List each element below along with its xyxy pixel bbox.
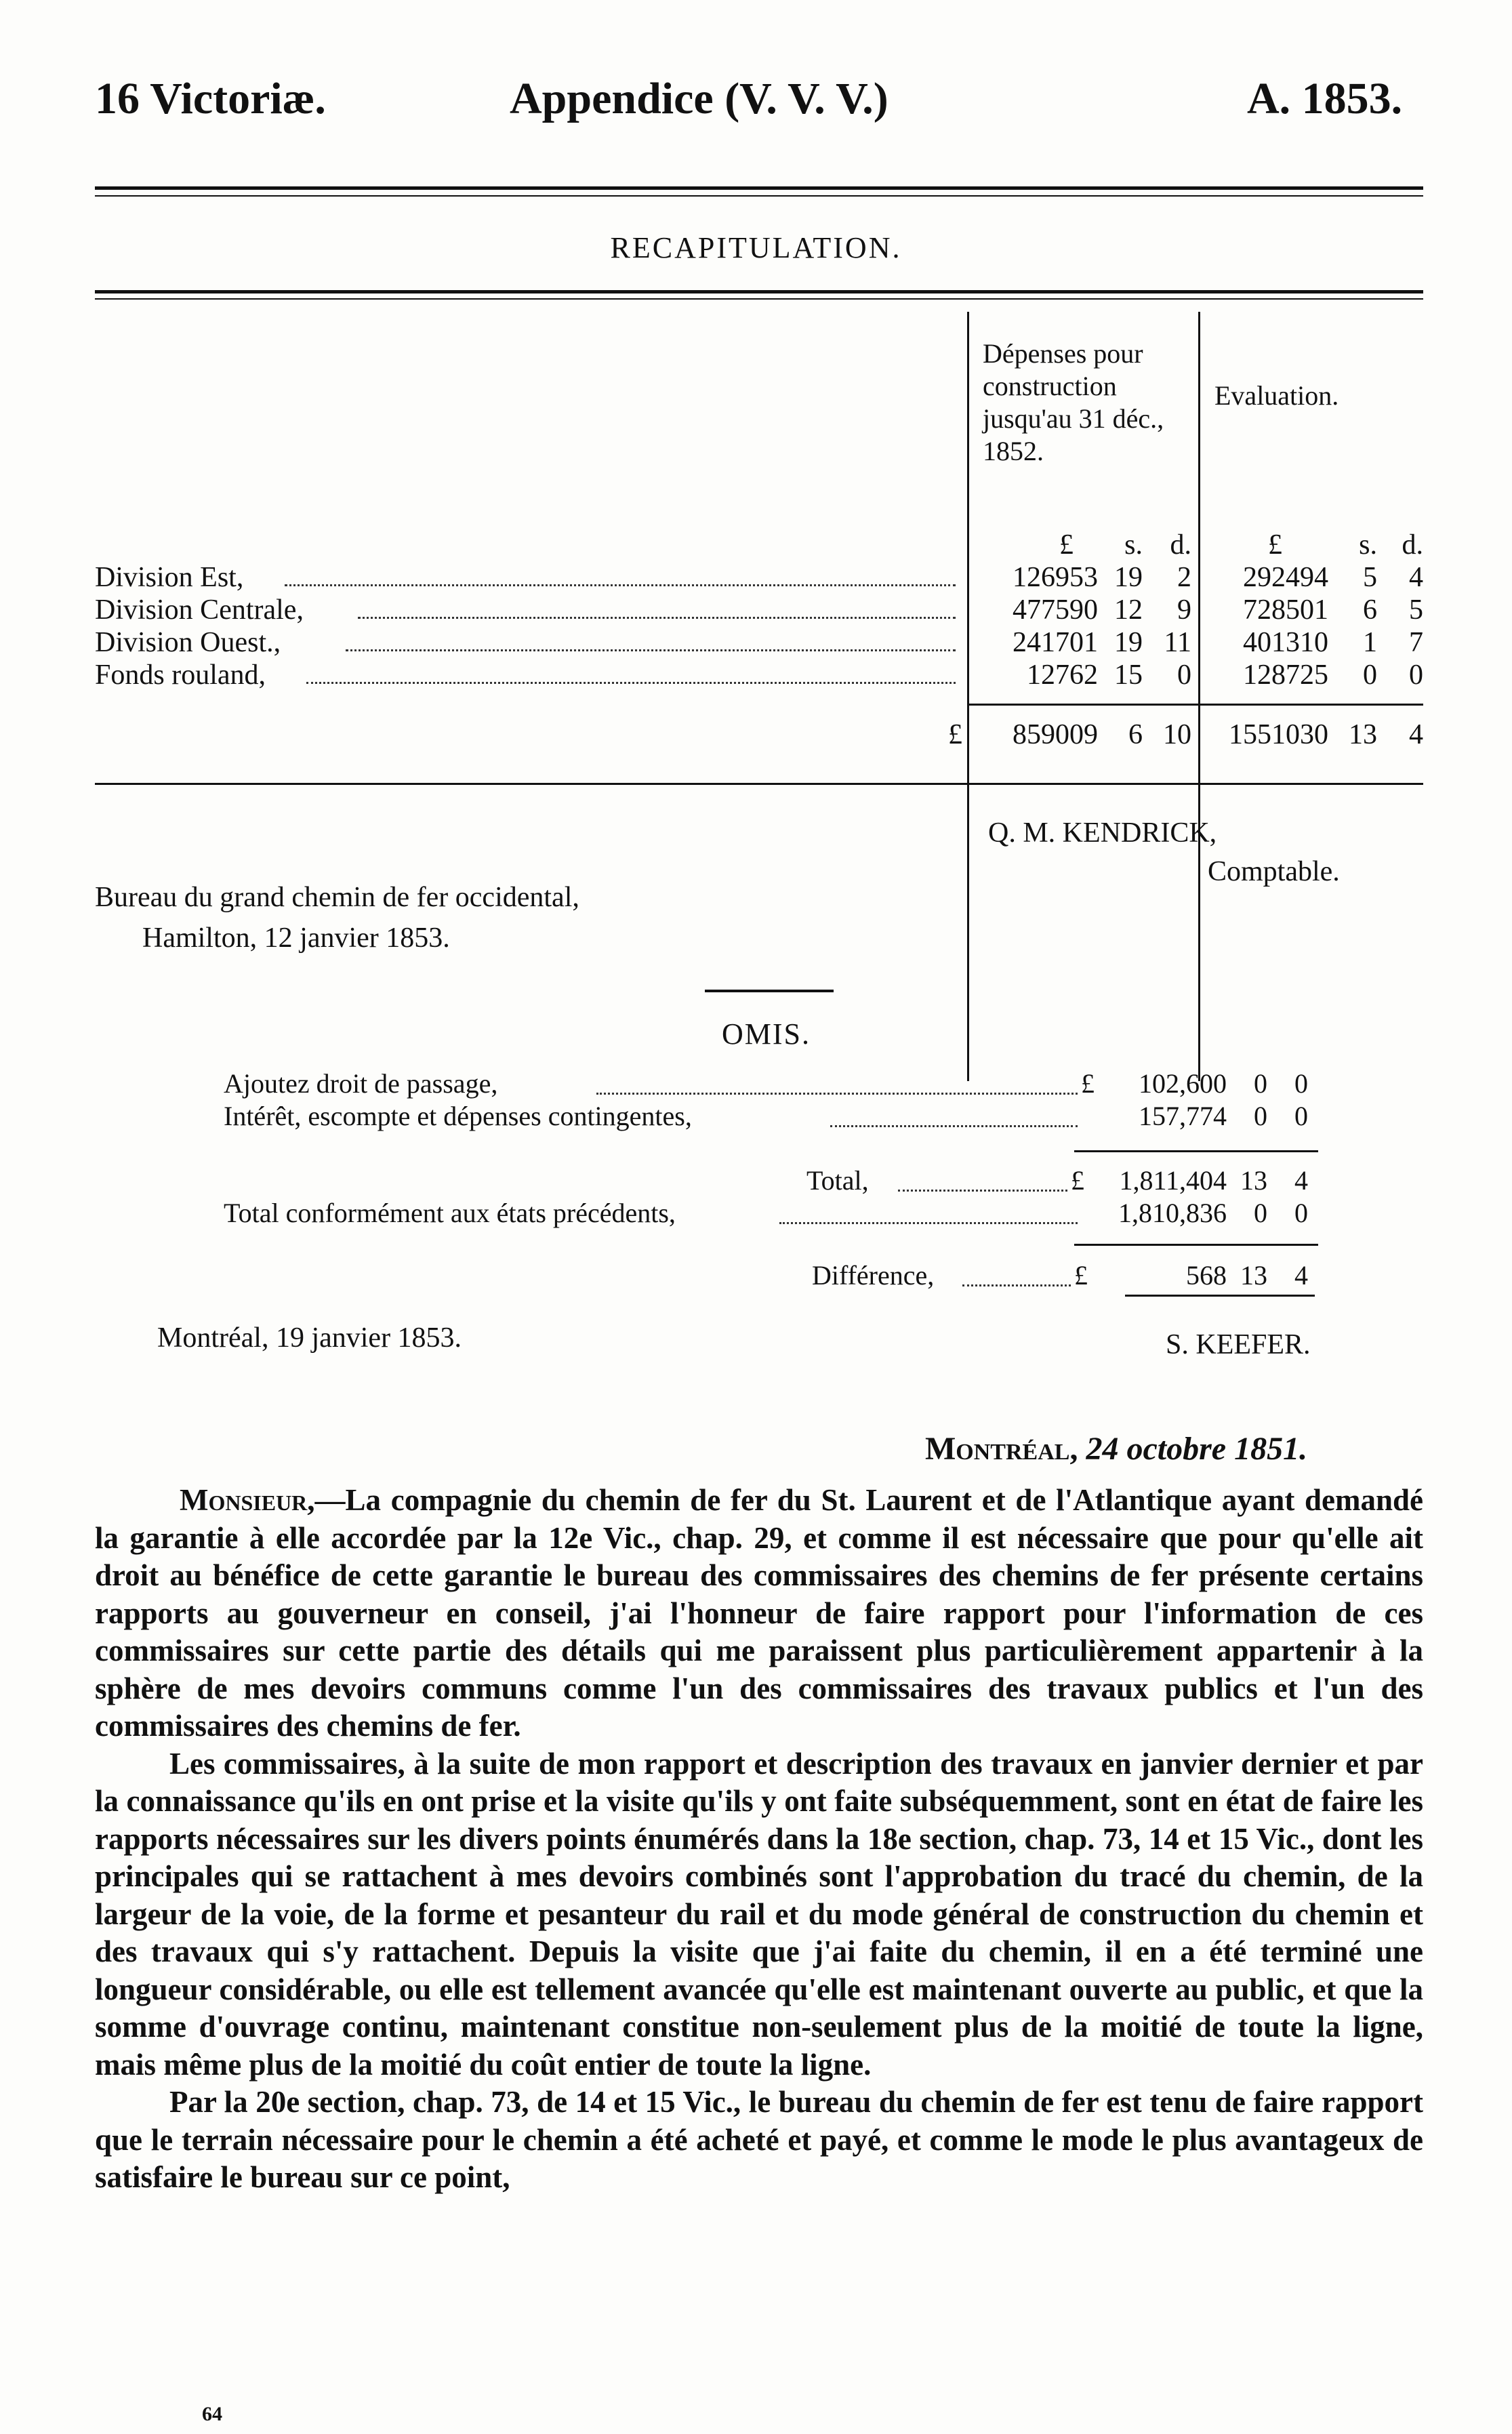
cell-pence: 4 (1409, 562, 1423, 593)
cell-shillings: 0 (1363, 660, 1377, 691)
signature-mark: 64 (202, 2403, 222, 2425)
salutation: Monsieur, (180, 1483, 315, 1517)
omis-diff-underline (1125, 1295, 1315, 1297)
cell-shillings: 19 (1114, 562, 1143, 593)
recap-top-rule (95, 290, 1423, 293)
cell-pence: 11 (1164, 627, 1191, 658)
omis-line-1-sym: £ (1081, 1068, 1095, 1099)
header-rule-thin (95, 195, 1423, 197)
letter-paragraph-3: Par la 20e section, chap. 73, de 14 et 15 Vic., le bureau du chemin de fer est tenu de faire rapport que le terrain nécessaire pour le chemin a été acheté et payé, et comme le mode le plus avantageux de satisfaire le bureau sur ce point, (95, 2085, 1423, 2194)
cell-shillings: 1 (1363, 627, 1377, 658)
leader-dots (285, 584, 956, 586)
cell-shillings: 15 (1114, 660, 1143, 691)
cell-pence: 5 (1409, 594, 1423, 626)
cell-shillings: 12 (1114, 594, 1143, 626)
total-pound-sign: £ (948, 719, 962, 750)
recap-row (95, 594, 1423, 626)
recap-col1-head: Dépenses pour construction jusqu'au 31 déc., 1852. (983, 338, 1164, 466)
recap-row-label: Division Centrale, (95, 594, 304, 626)
omis-line-1-label: Ajoutez droit de passage, (224, 1068, 498, 1099)
letter-paragraph-2: Les commissaires, à la suite de mon rapport et description des travaux en janvier dernier et par la connaissance qu'ils en ont prise et la visite qu'ils y ont faite subséquemment, sont en état de faire les rapports nécessaires sur les divers points énumérés dans la 18e section, chap. 73, 14 et 15 Vic., dont les principales qui se rattachent à mes devoirs combinés sont l'approbation du tracé du chemin, de la largeur de la voie, de la forme et pesanteur du rail et du mode général de construction du chemin et des travaux qui s'y rattachent. Depuis la visite que j'ai faite du chemin, il en a été terminé une longueur considérable, ou elle est tellement avancée qu'elle est maintenant ouverte au public, et que la somme d'ouvrage continu, maintenant constitue non-seulement plus de la moitié de toute la ligne, mais même plus de la moitié du coût entier de toute la ligne. (95, 1746, 1423, 2082)
omis-total-amount: 1,811,404 (1119, 1165, 1227, 1196)
omis-sum-rule (1074, 1150, 1318, 1152)
cell-pounds: 128725 (1243, 660, 1328, 691)
leader-dots (306, 682, 956, 684)
omis-line-2-label: Intérêt, escompte et dépenses contingentes, (224, 1101, 692, 1131)
section-divider (705, 990, 834, 992)
recap-row (95, 626, 1423, 659)
cell-shillings: 6 (1363, 594, 1377, 626)
cell-pounds: 126953 (1013, 562, 1098, 593)
recap-row (95, 659, 1423, 691)
total-pounds: 859009 (1013, 719, 1098, 750)
omis-total-d: 4 (1294, 1165, 1308, 1196)
omis-line-2-amount: 157,774 (1139, 1101, 1227, 1131)
unit-shilling-2: s. (1359, 529, 1377, 561)
leader-dots (962, 1284, 1071, 1286)
cell-pounds: 401310 (1243, 627, 1328, 658)
recap-row-label: Division Ouest., (95, 627, 281, 658)
omis-prev-s: 0 (1254, 1198, 1267, 1228)
omis-total-s: 13 (1240, 1165, 1267, 1196)
omis-prev-label: Total conformément aux états précédents, (224, 1198, 676, 1228)
cell-pounds: 12762 (1027, 660, 1098, 691)
omis-diff-label: Différence, (812, 1260, 935, 1291)
omis-title: OMIS. (722, 1017, 811, 1051)
recap-row (95, 561, 1423, 594)
recap-units-row (95, 529, 1423, 561)
omis-prev-d: 0 (1294, 1198, 1308, 1228)
header-right: A. 1853. (1247, 74, 1403, 123)
place-line-2: Hamilton, 12 janvier 1853. (142, 922, 450, 954)
omis-diff-s: 13 (1240, 1260, 1267, 1291)
letter-paragraph-1 (95, 1482, 1423, 1745)
omis-total-sym: £ (1071, 1165, 1084, 1196)
recap-row-label: Division Est, (95, 562, 244, 593)
total-pounds: 1551030 (1229, 719, 1328, 750)
unit-pence-2: d. (1402, 529, 1423, 561)
total-pence: 10 (1163, 719, 1191, 750)
dateline-date: 24 octobre 1851. (1086, 1431, 1308, 1467)
recap-top-rule-thin (95, 298, 1423, 300)
recap-col2-head: Evaluation. (1214, 380, 1339, 411)
signer-kendrick: Q. M. KENDRICK, (988, 817, 1217, 849)
dateline-city: Montréal, (925, 1431, 1078, 1467)
paragraph-1-text: —La compagnie du chemin de fer du St. Laurent et de l'Atlantique ayant demandé la garantie à elle accordée par la 12e Vic., chap. 29, et comme il est nécessaire que pour qu'elle ait droit au bénéfice de cette garantie le bureau des commissaires des chemins de fer présente certains rapports au gouverneur en conseil, j'ai l'honneur de faire rapport pour l'information de ces commissaires sur cette partie des détails qui me paraissent plus particulièrement appartenir à la sphère de mes devoirs communs comme l'un des commissaires des travaux publics et l'un des commissaires des chemins de fer. (95, 1483, 1423, 1743)
cell-pence: 2 (1177, 562, 1191, 593)
omis-diff-amount: 568 (1186, 1260, 1227, 1291)
omis-diff-sym: £ (1074, 1260, 1088, 1291)
letter-dateline (925, 1430, 1307, 1467)
omis-line-1-amount: 102,600 (1139, 1068, 1227, 1099)
unit-pound-2: £ (1268, 529, 1282, 561)
recap-row-label: Fonds rouland, (95, 660, 266, 691)
unit-pound-1: £ (1059, 529, 1074, 561)
signer-kendrick-title: Comptable. (1208, 856, 1340, 887)
leader-dots (358, 617, 956, 619)
omis-diff-d: 4 (1294, 1260, 1308, 1291)
signer-keefer: S. KEEFER. (1166, 1329, 1311, 1360)
recap-total-row (95, 718, 1423, 751)
leader-dots (346, 649, 956, 651)
header-center: Appendice (V. V. V.) (510, 74, 888, 123)
recap-sum-rule (969, 704, 1423, 706)
omis-line-2-s: 0 (1254, 1101, 1267, 1131)
letter-body (95, 1482, 1423, 2197)
omis-line-1-d: 0 (1294, 1068, 1308, 1099)
omis-line-2-d: 0 (1294, 1101, 1308, 1131)
omis-place: Montréal, 19 janvier 1853. (157, 1322, 462, 1354)
unit-pence-1: d. (1170, 529, 1191, 561)
omis-line-1-s: 0 (1254, 1068, 1267, 1099)
header-rule-thick (95, 186, 1423, 190)
cell-pence: 7 (1409, 627, 1423, 658)
leader-dots (898, 1190, 1067, 1192)
recap-title: RECAPITULATION. (610, 231, 902, 264)
header-left: 16 Victoriæ. (95, 74, 326, 123)
cell-shillings: 19 (1114, 627, 1143, 658)
recap-bottom-rule (95, 783, 1423, 785)
leader-dots (779, 1222, 1078, 1224)
total-shillings: 6 (1128, 719, 1143, 750)
cell-pence: 0 (1409, 660, 1423, 691)
omis-prev-amount: 1,810,836 (1118, 1198, 1227, 1228)
cell-pence: 0 (1177, 660, 1191, 691)
cell-pounds: 477590 (1013, 594, 1098, 626)
leader-dots (830, 1125, 1078, 1127)
cell-pounds: 241701 (1013, 627, 1098, 658)
omis-diff-rule (1074, 1244, 1318, 1246)
recap-col-rule-1 (967, 312, 969, 1081)
cell-pounds: 292494 (1243, 562, 1328, 593)
cell-pounds: 728501 (1243, 594, 1328, 626)
omis-total-label: Total, (806, 1165, 869, 1196)
total-pence: 4 (1409, 719, 1423, 750)
cell-pence: 9 (1177, 594, 1191, 626)
unit-shilling-1: s. (1124, 529, 1143, 561)
leader-dots (596, 1093, 1078, 1095)
cell-shillings: 5 (1363, 562, 1377, 593)
total-shillings: 13 (1349, 719, 1377, 750)
place-line-1: Bureau du grand chemin de fer occidental, (95, 882, 579, 913)
